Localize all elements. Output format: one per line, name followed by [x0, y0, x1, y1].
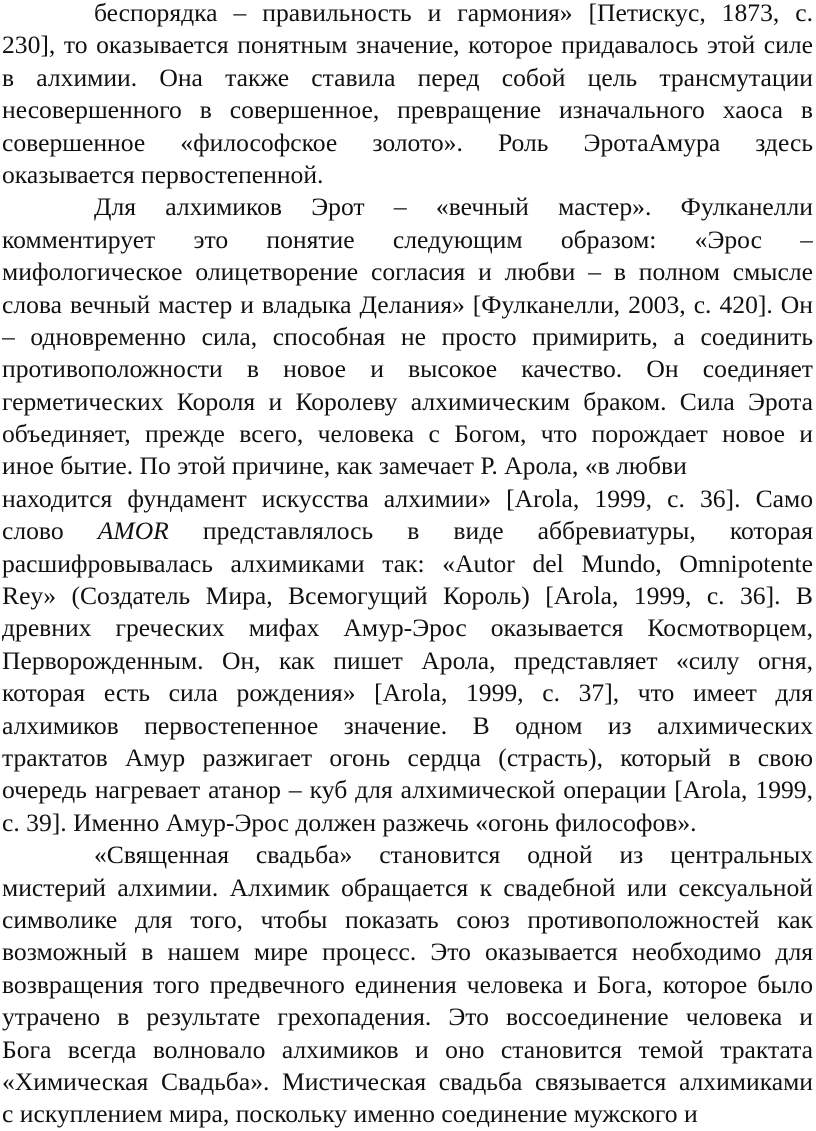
italic-term: AMOR — [97, 516, 169, 546]
text-line: алхимиков первостепенное значение. В одном из алхимических — [2, 710, 813, 740]
text-line: которая есть сила рождения» [Arola, 1999, с. 37], что имеет для — [2, 678, 813, 708]
text-line: «Химическая Свадьба». Мистическая свадьба связывается алхимиками — [2, 1066, 813, 1096]
text-line: Бога всегда волновало алхимиков и оно становится темой трактата — [2, 1034, 813, 1064]
text-line: Для алхимиков Эрот – «вечный мастер». Фулканелли — [94, 192, 813, 222]
text-line: 230], то оказывается понятным значение, которое придавалось этой силе — [2, 30, 813, 60]
paragraph-2 — [2, 191, 816, 839]
text-line: несовершенного в совершенное, превращение изначального хаоса в — [2, 95, 813, 125]
text-line: совершенное «философское золото». Роль ЭротаАмура здесь — [2, 127, 813, 157]
text-line: в алхимии. Она также ставила перед собой цель трансмутации — [2, 62, 813, 92]
text-line: с. 39]. Именно Амур-Эрос должен разжечь «огонь философов». — [2, 807, 697, 837]
text-line: слова вечный мастер и владыка Делания» [Фулканелли, 2003, с. 420]. Он — [2, 289, 813, 319]
text-line: утрачено в результате грехопадения. Это воссоединение человека и — [2, 1002, 813, 1032]
text-line: комментирует это понятие следующим образом: «Эрос – — [2, 224, 813, 254]
text-line-with-italic — [2, 515, 813, 547]
text-line: – одновременно сила, способная не просто примирить, а соединить — [2, 321, 813, 351]
text-line: противоположности в новое и высокое качество. Он соединяет — [2, 354, 813, 384]
text-line: возможный в нашем мире процесс. Это оказывается необходимо для — [2, 937, 813, 967]
text-line: Rey» (Создатель Мира, Всемогущий Король) [Arola, 1999, с. 36]. В — [2, 581, 813, 611]
paragraph-3 — [2, 839, 816, 1131]
text-line: с искуплением мира, поскольку именно соединение мужского и — [2, 1099, 698, 1129]
text-line: древних греческих мифах Амур-Эрос оказывается Космотворцем, — [2, 613, 813, 643]
text-word: слово — [2, 516, 64, 546]
text-line: герметических Короля и Королеву алхимическим браком. Сила Эрота — [2, 386, 813, 416]
text-line: оказывается первостепенной. — [2, 159, 324, 189]
text-line: трактатов Амур разжигает огонь сердца (страсть), который в свою — [2, 742, 813, 772]
text-line-rest: представлялось в виде аббревиатуры, которая — [202, 516, 813, 546]
text-line: Перворожденным. Он, как пишет Арола, представляет «силу огня, — [2, 645, 813, 675]
text-line: очередь нагревает атанор – куб для алхимической операции [Arola, 1999, — [2, 775, 813, 805]
text-line: находится фундамент искусства алхимии» [Arola, 1999, с. 36]. Само — [2, 483, 813, 513]
text-line: беспорядка – правильность и гармония» [Петискус, 1873, с. — [94, 0, 813, 27]
text-line: возвращения того предвечного единения человека и Бога, которое было — [2, 969, 813, 999]
text-line: расшифровывалась алхимиками так: «Autor del Mundo, Omnipotente — [2, 548, 813, 578]
text-line: иное бытие. По этой причине, как замечает Р. Арола, «в любви — [2, 451, 687, 481]
text-line: «Священная свадьба» становится одной из центральных — [94, 840, 813, 870]
text-line: символике для того, чтобы показать союз противоположностей как — [2, 904, 813, 934]
text-line: объединяет, прежде всего, человека с Богом, что порождает новое и — [2, 419, 813, 449]
text-line: мифологическое олицетворение согласия и любви – в полном смысле — [2, 257, 813, 287]
paragraph-1 — [2, 0, 816, 191]
text-line: мистерий алхимии. Алхимик обращается к свадебной или сексуальной — [2, 872, 813, 902]
